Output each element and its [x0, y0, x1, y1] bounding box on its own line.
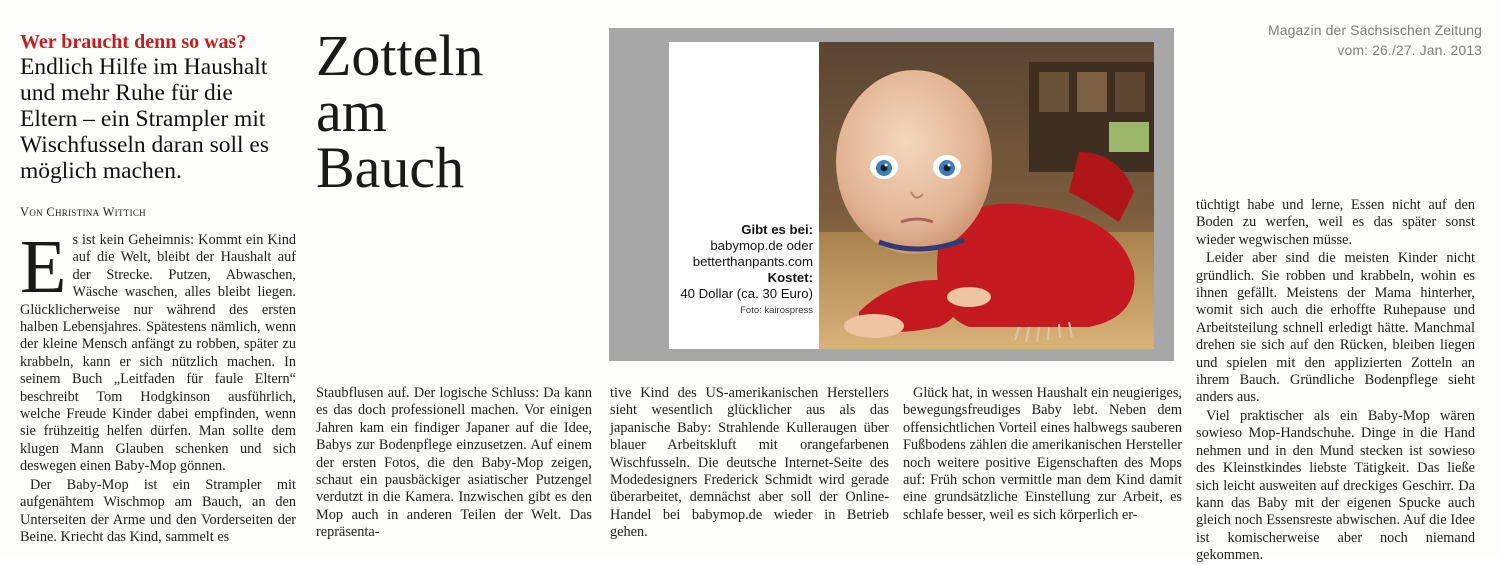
caption-shop-2: betterthanpants.com: [692, 254, 813, 269]
paragraph-2: Der Baby-Mop ist ein Strampler mit aufgenähtem Wischmop am Bauch, an den Unterseiten der Arme und den Vorderseiten der Beine. Kriecht das Kind, sammelt es: [20, 476, 296, 545]
caption-shop-1: babymop.de oder: [710, 238, 813, 253]
caption-price: 40 Dollar (ca. 30 Euro): [680, 286, 813, 301]
photo-credit: Foto: kairospress: [740, 305, 813, 316]
source-date: vom: 26./27. Jan. 2013: [1337, 42, 1482, 58]
article-dek: Endlich Hilfe im Haushalt und mehr Ruhe für die Eltern – ein Strampler mit Wischfusseln daran soll es möglich machen.: [20, 54, 270, 184]
article-byline: Von Christina Wittich: [20, 205, 146, 219]
article-kicker: Wer braucht denn so was?: [20, 31, 247, 53]
photo-panel: [669, 42, 1154, 349]
text-column-1: [20, 225, 296, 546]
paragraph-8: Viel praktischer als ein Baby-Mop wären sowieso Mop-Handschuhe. Dinge in die Hand nehmen und in den Mund stecken ist sowieso des Kleinstkindes liebste Tätigkeit. Das ließe sich leicht ausweiten auf dreckiges Geschirr. Da kann das Baby mit der eigenen Spucke auch gleich noch Essensreste abwischen. Auf die Idee ist komischerweise aber noch niemand gekommen.: [1196, 407, 1475, 564]
baby-photo: [819, 42, 1154, 349]
source-publication: Magazin der Sächsischen Zeitung: [1268, 22, 1482, 38]
paragraph-1: Es ist kein Geheimnis: Kommt ein Kind auf die Welt, bleibt der Haushalt auf der Strecke. Putzen, Abwaschen, Wäsche waschen, alles bleibt liegen. Glücklicherweise nur während des ersten halben Lebensjahres. Spätestens nämlich, wenn der kleine Mensch anfängt zu robben, später zu krabbeln, kann er sich nützlich machen. In seinem Buch „Leitfaden für faule Eltern“ beschreibt Tom Hodgkinson ausführlich, welche Freude Kinder dabei empfinden, wenn sie frühzeitig helfen dürfen. Man sollte dem klugen Mann Glauben schenken und sich deswegen einen Baby-Mop gönnen.: [20, 225, 296, 475]
text-column-4: [903, 385, 1182, 524]
drop-cap: E: [20, 225, 67, 309]
text-column-3: [610, 385, 889, 542]
source-note: [1222, 20, 1482, 60]
headline-line-1: Zotteln: [316, 23, 484, 88]
caption-where-label: Gibt es bei:: [741, 222, 813, 237]
paragraph-3: Staubflusen auf. Der logische Schluss: Da kann es das doch professionell machen. Vor einigen Jahren kam ein findiger Japaner auf die Idee, Babys zur Bodenpflege einzusetzen. Auf einem der ersten Fotos, die den Baby-Mop zeigen, schaut ein pausbäckiger asiatischer Putzengel verdutzt in die Kamera. Inzwischen gibt es den Mop auch in anderen Teilen der Welt. Das repräsenta-: [316, 385, 592, 541]
text-column-5: [1196, 197, 1475, 565]
photo-caption: [669, 42, 819, 349]
paragraph-7: Leider aber sind die meisten Kinder nicht gründlich. Sie robben und krabbeln, wohin es ihnen gefällt. Meistens der Mama hinterher, womit sich auch die erhoffte Ruhepause und Arbeitsteilung schnell erledigt hätte. Manchmal drehen sie sich auf den Rücken, bleiben liegen und spielen mit den applizierten Zotteln an ihrem Bauch. Gründliche Bodenpflege sieht anders aus.: [1196, 250, 1475, 406]
paragraph-4: tive Kind des US-amerikanischen Herstellers sieht wesentlich glücklicher aus als das japanische Baby: Strahlende Kulleraugen über blauer Arbeitskluft mit orangefarbenen Wischfusseln. Die deutsche Internet-Seite des Modedesigners Frederick Schmidt wird gerade überarbeitet, demnächst aber soll der Online-Handel bei babymop.de wieder in Betrieb gehen.: [610, 385, 889, 541]
photo-frame: [609, 28, 1174, 361]
caption-price-label: Kostet:: [767, 270, 813, 285]
headline-line-2: am: [316, 79, 387, 144]
article-headline: [316, 23, 596, 200]
headline-line-3: Bauch: [316, 135, 465, 200]
paragraph-6: tüchtigt habe und lerne, Essen nicht auf den Boden zu werfen, weil es das später sonst wieder wegwischen müsse.: [1196, 197, 1475, 248]
text-column-2: [316, 385, 592, 542]
paragraph-5: Glück hat, in wessen Haushalt ein neugieriges, bewegungsfreudiges Baby lebt. Neben dem offensichtlichen Vorteil eines halbwegs sauberen Fußbodens zählen die amerikanischen Hersteller noch weitere positive Eigenschaften des Mops auf: Früh schon vermittle man dem Kind damit eine grundsätzliche Einstellung zur Arbeit, es schlafe besser, weil es sich körperlich er-: [903, 385, 1182, 523]
